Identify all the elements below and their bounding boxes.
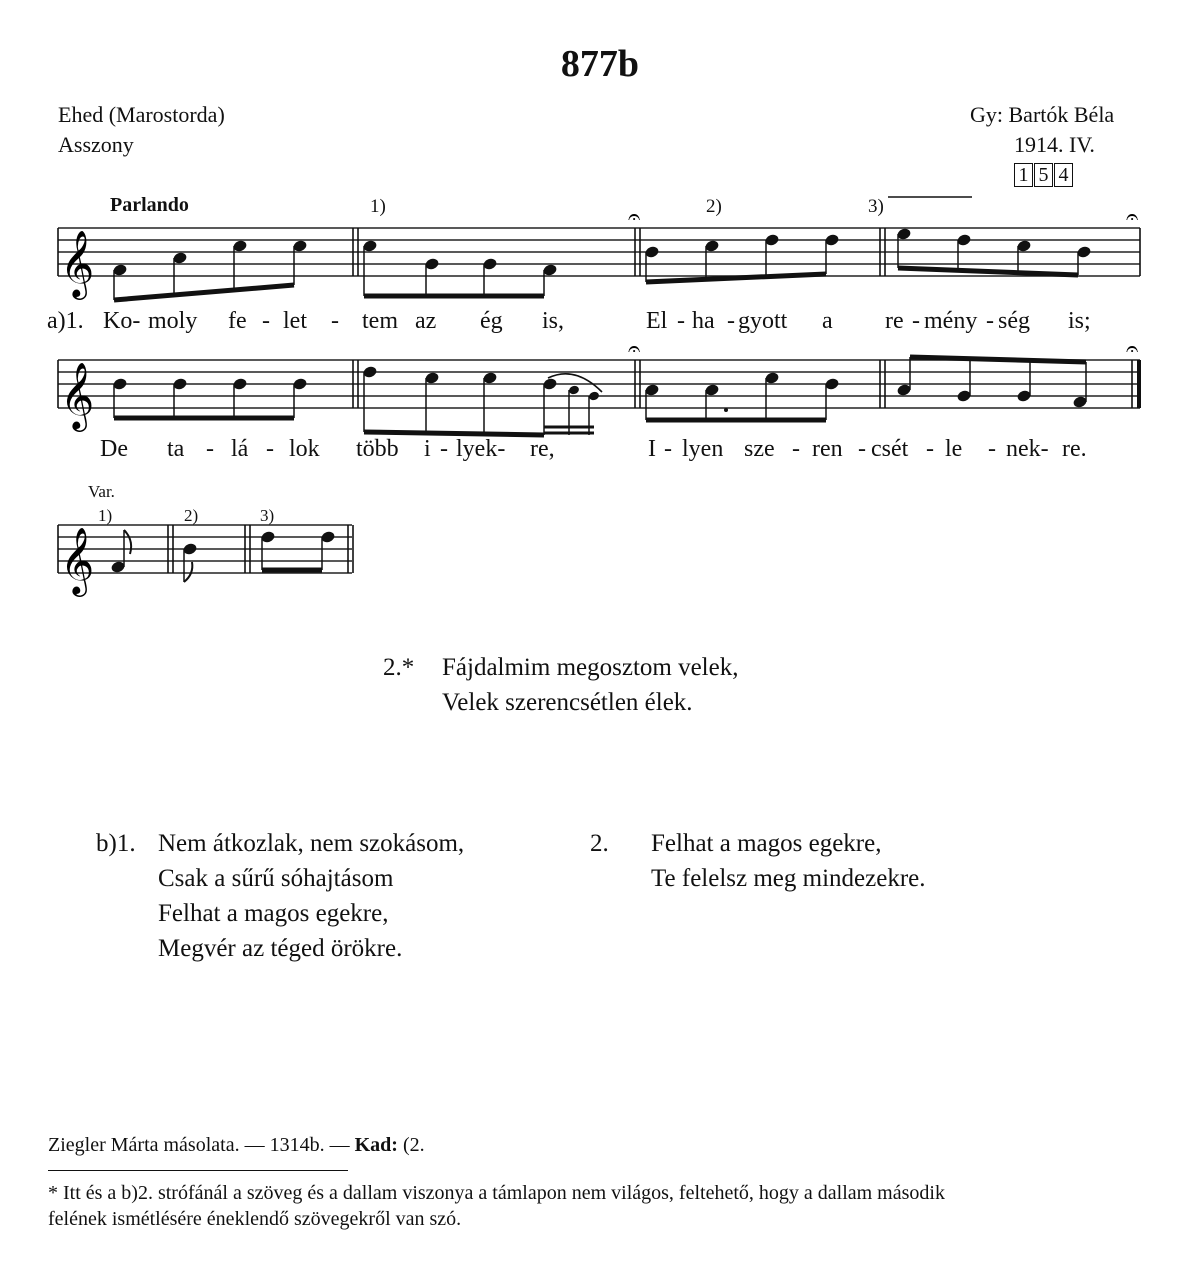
lyric-hyphen: - bbox=[912, 308, 920, 334]
lyric-hyphen: - bbox=[792, 436, 800, 462]
lyric-syllable: ren bbox=[812, 436, 843, 462]
verse-line: Felhat a magos egekre, bbox=[158, 900, 389, 927]
beam bbox=[646, 274, 826, 282]
beam bbox=[898, 268, 1078, 275]
staff-system-1 bbox=[58, 205, 1140, 300]
kad-value: (2. bbox=[402, 1134, 425, 1156]
lyric-syllable: ég bbox=[480, 308, 503, 334]
lyric-syllable: re bbox=[885, 308, 904, 334]
variant-ref-2: 2) bbox=[706, 196, 722, 217]
variant-mark-3: 3) bbox=[260, 506, 275, 525]
lyric-syllable: lyen bbox=[682, 436, 724, 462]
lyric-syllable: több bbox=[356, 436, 399, 462]
verse-line: Felhat a magos egekre, bbox=[651, 830, 882, 857]
stanza-label-a1: a)1. bbox=[47, 308, 84, 334]
lyric-syllable: lá bbox=[231, 436, 249, 462]
page-number: 877b bbox=[560, 43, 640, 85]
treble-clef-icon: 𝄞 bbox=[60, 361, 95, 429]
lyric-syllable: El bbox=[646, 308, 668, 334]
lyric-syllable: is; bbox=[1068, 308, 1091, 334]
lyric-hyphen: - bbox=[266, 436, 274, 462]
lyric-syllable: le bbox=[945, 436, 963, 462]
location: Ehed (Marostorda) bbox=[58, 102, 225, 127]
lyric-hyphen: - bbox=[206, 436, 214, 462]
fermata-icon: 𝄐 bbox=[628, 205, 641, 230]
verse-line: Csak a sűrű sóhajtásom bbox=[158, 865, 394, 892]
treble-clef-icon: 𝄞 bbox=[60, 526, 95, 594]
lyric-syllable: I bbox=[648, 436, 656, 462]
lyric-syllable: lok bbox=[289, 436, 320, 462]
lyric-hyphen: - bbox=[677, 308, 685, 334]
fermata-icon: 𝄐 bbox=[1126, 205, 1139, 230]
verse-line: Te felelsz meg mindezekre. bbox=[651, 865, 926, 892]
lyric-syllable: moly bbox=[148, 308, 198, 334]
lyric-hyphen: - bbox=[926, 436, 934, 462]
lyric-syllable: i bbox=[424, 436, 431, 462]
variant-mark-1: 1) bbox=[98, 506, 113, 525]
grace-note bbox=[568, 385, 580, 396]
boxed-digit: 5 bbox=[1034, 163, 1053, 187]
lyric-syllable: re, bbox=[530, 436, 555, 462]
boxed-digit: 1 bbox=[1014, 163, 1033, 187]
source-note bbox=[48, 1134, 425, 1157]
verse-line: Fájdalmim megosztom velek, bbox=[442, 654, 739, 681]
verse-line: Megvér az téged örökre. bbox=[158, 935, 403, 962]
singer: Asszony bbox=[58, 132, 134, 157]
lyric-hyphen: - bbox=[858, 436, 866, 462]
lyric-hyphen: - bbox=[262, 308, 270, 334]
lyric-hyphen: - bbox=[440, 436, 448, 462]
footnote-divider bbox=[48, 1170, 348, 1171]
variant-ref-1: 1) bbox=[370, 196, 386, 217]
variant-mark-2: 2) bbox=[184, 506, 199, 525]
lyric-syllable: Ko- bbox=[103, 308, 141, 334]
footnote-line: felének ismétlésére éneklendő szövegekről van szó. bbox=[48, 1208, 462, 1230]
treble-clef-icon: 𝄞 bbox=[60, 229, 95, 297]
grace-note bbox=[588, 391, 600, 402]
lyric-syllable: lyek- bbox=[456, 436, 506, 462]
verse-line: Nem átkozlak, nem szokásom, bbox=[158, 830, 465, 857]
verse-number-a2: 2.* bbox=[383, 654, 415, 681]
lyric-syllable: is, bbox=[542, 308, 565, 334]
fermata-icon: 𝄐 bbox=[1126, 337, 1139, 362]
beam bbox=[114, 285, 294, 300]
lyric-syllable: gyott bbox=[738, 308, 788, 334]
lyric-syllable: a bbox=[822, 308, 833, 334]
lyric-syllable: sze bbox=[744, 436, 775, 462]
lyric-syllable: csét bbox=[871, 436, 909, 462]
lyric-syllable: fe bbox=[228, 308, 247, 334]
beam bbox=[364, 432, 544, 435]
lyric-syllable: De bbox=[100, 436, 128, 462]
collection-date: 1914. IV. bbox=[1014, 132, 1095, 157]
variant-ref-3: 3) bbox=[868, 196, 884, 217]
lyric-hyphen: - bbox=[331, 308, 339, 334]
kad-label: Kad: bbox=[354, 1134, 398, 1156]
tempo-marking: Parlando bbox=[110, 194, 189, 216]
lyric-syllable: ség bbox=[998, 308, 1030, 334]
collector: Gy: Bartók Béla bbox=[970, 102, 1115, 127]
source-text: Ziegler Márta másolata. — 1314b. — bbox=[48, 1134, 350, 1156]
lyric-syllable: mény bbox=[924, 308, 978, 334]
boxed-digit: 4 bbox=[1054, 163, 1073, 187]
lyric-hyphen: - bbox=[988, 436, 996, 462]
beam bbox=[910, 357, 1086, 362]
lyric-syllable: let bbox=[283, 308, 307, 334]
lyric-syllable: nek- bbox=[1006, 436, 1049, 462]
footnote-line: * Itt és a b)2. strófánál a szöveg és a dallam viszonya a támlapon nem világos, feltehető, hogy a dallam második bbox=[48, 1182, 945, 1204]
verse-line: Velek szerencsétlen élek. bbox=[442, 689, 693, 716]
variant-label: Var. bbox=[88, 482, 115, 501]
lyric-syllable: re. bbox=[1062, 436, 1087, 462]
variant-staff bbox=[58, 525, 353, 597]
lyric-hyphen: - bbox=[664, 436, 672, 462]
verse-number-b1: b)1. bbox=[96, 830, 136, 857]
lyric-syllable: az bbox=[415, 308, 437, 334]
lyric-syllable: ta bbox=[167, 436, 185, 462]
lyric-syllable: tem bbox=[362, 308, 398, 334]
lyric-hyphen: - bbox=[727, 308, 735, 334]
lyric-hyphen: - bbox=[986, 308, 994, 334]
verse-number-b2: 2. bbox=[590, 830, 609, 857]
fermata-icon: 𝄐 bbox=[628, 337, 641, 362]
lyric-syllable: ha bbox=[692, 308, 715, 334]
